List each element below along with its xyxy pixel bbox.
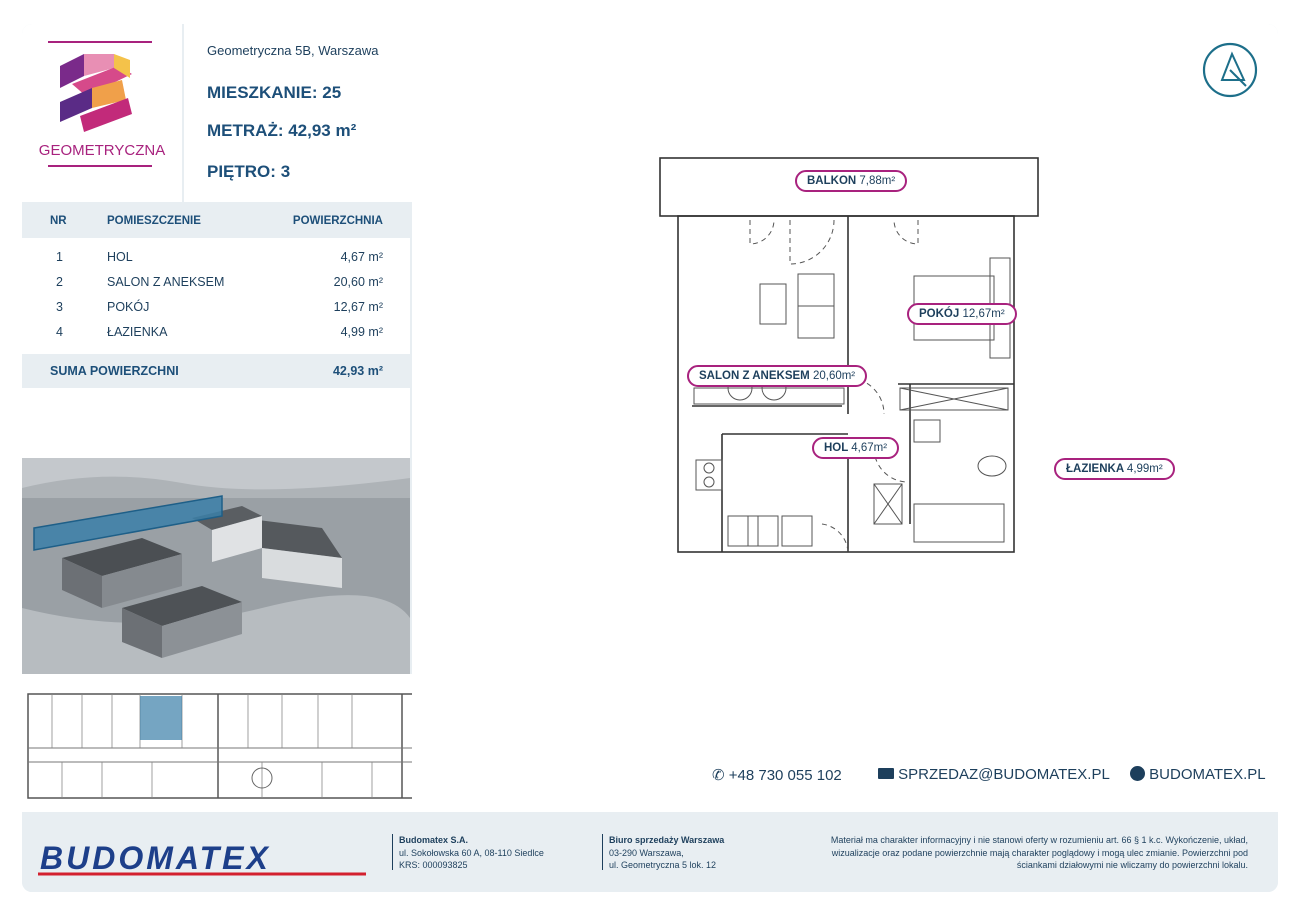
rooms-table-header: NR POMIESZCZENIE POWIERZCHNIA — [22, 204, 410, 238]
table-row: 3 POKÓJ 12,67 m² — [56, 300, 383, 314]
salon-label: SALON Z ANEKSEM 20,60m² — [687, 365, 867, 387]
area-sum-row: SUMA POWIERZCHNI 42,93 m² — [22, 354, 410, 388]
aerial-visualization — [22, 458, 410, 674]
rooms-table — [22, 238, 410, 354]
highlighted-apartment — [140, 696, 182, 740]
address: Geometryczna 5B, Warszawa — [207, 43, 379, 58]
geometryczna-logo — [22, 24, 182, 202]
balkon-label: BALKON 7,88m² — [795, 170, 907, 192]
pokoj-label: POKÓJ 12,67m² — [907, 303, 1017, 325]
budomatex-logo — [36, 822, 376, 882]
brand-name: GEOMETRYCZNA — [38, 142, 166, 159]
compass-icon — [1200, 40, 1260, 100]
apartment-area: METRAŻ: 42,93 m² — [207, 121, 357, 140]
globe-icon — [1130, 766, 1145, 781]
apartment-number: MIESZKANIE: 25 — [207, 83, 342, 102]
apartment-info — [182, 24, 412, 202]
brand-logo-box — [22, 24, 182, 202]
table-row: 4 ŁAZIENKA 4,99 m² — [56, 325, 383, 339]
svg-text:BUDOMATEX: BUDOMATEX — [40, 840, 271, 876]
hol-label: HOL 4,67m² — [812, 437, 899, 459]
phone-contact[interactable]: ✆ +48 730 055 102 — [712, 767, 842, 784]
brochure-page — [22, 24, 1278, 892]
table-row: 2 SALON Z ANEKSEM 20,60 m² — [56, 275, 383, 289]
sales-office-address: Biuro sprzedaży Warszawa 03-290 Warszawa, ul. Geometryczna 5 lok. 12 — [609, 835, 725, 870]
apartment-floor: PIĘTRO: 3 — [207, 162, 291, 181]
web-contact[interactable]: BUDOMATEX.PL — [1130, 766, 1266, 783]
mail-icon — [878, 768, 894, 779]
floorplan-panel — [412, 24, 1278, 812]
phone-icon: ✆ — [712, 767, 725, 784]
company-address: Budomatex S.A. ul. Sokołowska 60 A, 08-110 Siedlce KRS: 000093825 — [399, 835, 544, 870]
legal-disclaimer: Materiał ma charakter informacyjny i nie stanowi oferty w rozumieniu art. 66 § 1 k.c. Wykończenie, układ, wizualizacje oraz podane powierzchnie mają charakter poglądowy i mogą ulec zmianie. Powierzchni pod ściankami działowymi nie wliczamy do powierzchni lokalu. — [830, 835, 1248, 870]
footer — [22, 812, 1278, 892]
lazienka-label: ŁAZIENKA 4,99m² — [1054, 458, 1175, 480]
floorplan — [652, 144, 1052, 564]
email-contact[interactable]: SPRZEDAZ@BUDOMATEX.PL — [878, 766, 1110, 783]
table-row: 1 HOL 4,67 m² — [56, 250, 383, 264]
